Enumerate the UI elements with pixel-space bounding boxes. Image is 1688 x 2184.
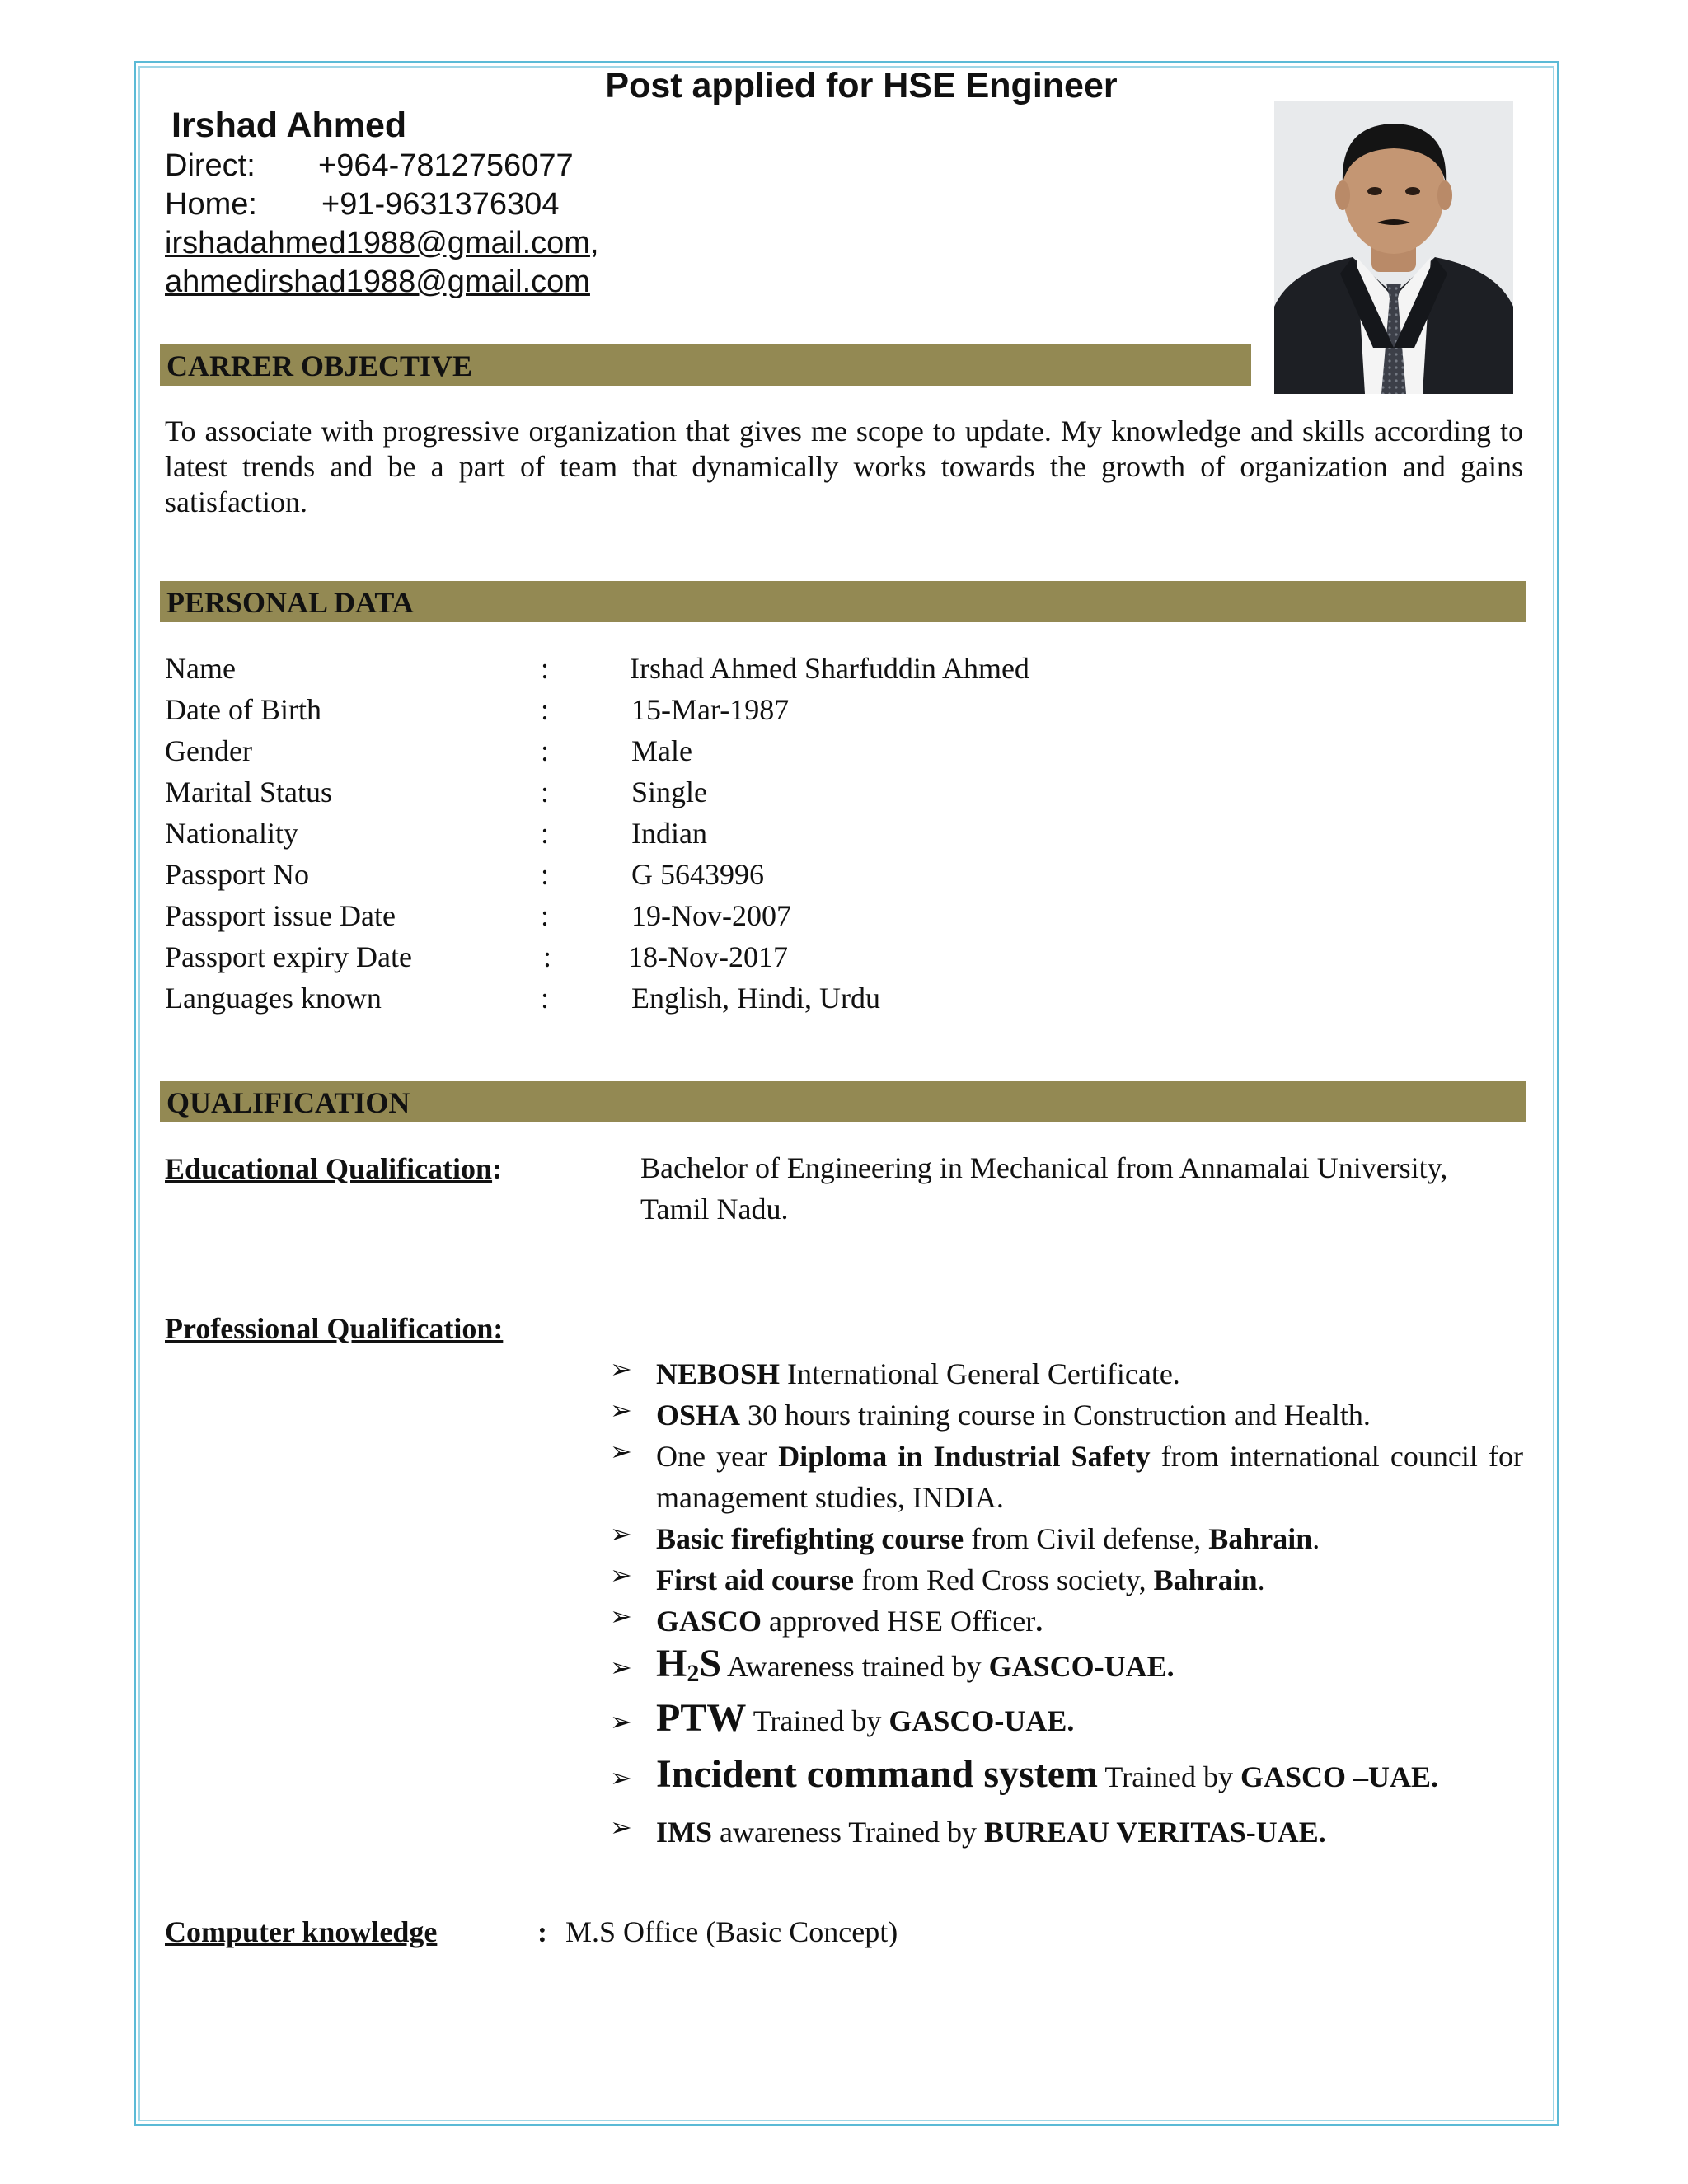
arrow-bullet-icon: ➢ xyxy=(610,1707,632,1736)
pd-label-expiry: Passport expiry Date xyxy=(165,940,412,973)
direct-value: +964-7812756077 xyxy=(318,148,574,183)
pd-value-expiry: 18-Nov-2017 xyxy=(628,940,788,973)
pd-label-gender: Gender xyxy=(165,734,252,767)
pd-value-marital: Single xyxy=(631,776,708,808)
section-header-qualification: QUALIFICATION xyxy=(160,1081,1526,1122)
section-header-personal: PERSONAL DATA xyxy=(160,581,1526,622)
pd-label-issue: Passport issue Date xyxy=(165,899,396,932)
arrow-bullet-icon: ➢ xyxy=(610,1395,632,1425)
email-line-2 xyxy=(165,265,590,300)
arrow-bullet-icon: ➢ xyxy=(610,1601,632,1631)
pd-value-nationality: Indian xyxy=(631,817,707,850)
pd-value-passport: G 5643996 xyxy=(631,858,764,891)
direct-label: Direct: xyxy=(165,148,256,183)
email-line-1: irshadahmed1988@gmail.com, xyxy=(165,226,599,260)
arrow-bullet-icon: ➢ xyxy=(610,1763,632,1793)
pd-value-issue: 19-Nov-2007 xyxy=(631,899,791,932)
pd-value-gender: Male xyxy=(631,734,692,767)
pd-label-marital: Marital Status xyxy=(165,776,332,808)
pd-label-passport: Passport No xyxy=(165,858,310,891)
pd-label-nationality: Nationality xyxy=(165,817,298,850)
email-link-2[interactable]: ahmedirshad1988@gmail.com xyxy=(165,265,590,299)
post-title: Post applied for HSE Engineer xyxy=(605,66,1118,105)
home-label: Home: xyxy=(165,187,257,222)
pd-label-languages: Languages known xyxy=(165,982,382,1015)
objective-text: To associate with progressive organization that gives me scope to update. My knowledge and skills according to latest trends and be a part of team that dynamically works towards the growth of organization and gains satisfaction. xyxy=(165,415,1523,518)
arrow-bullet-icon: ➢ xyxy=(610,1812,632,1842)
arrow-bullet-icon: ➢ xyxy=(610,1519,632,1549)
computer-knowledge-value: M.S Office (Basic Concept) xyxy=(565,1915,898,1948)
pd-value-name: Irshad Ahmed Sharfuddin Ahmed xyxy=(630,652,1029,685)
arrow-bullet-icon: ➢ xyxy=(610,1560,632,1590)
candidate-name: Irshad Ahmed xyxy=(171,105,407,145)
arrow-bullet-icon: ➢ xyxy=(610,1652,632,1682)
section-header-objective: CARRER OBJECTIVE xyxy=(160,344,1251,386)
pd-label-name: Name xyxy=(165,652,236,685)
pd-value-languages: English, Hindi, Urdu xyxy=(631,982,880,1015)
educational-qualification-value: Bachelor of Engineering in Mechanical from Annamalai University, Tamil Nadu. xyxy=(640,1151,1448,1226)
pd-label-dob: Date of Birth xyxy=(165,693,321,726)
educational-qualification-label: Educational Qualification: xyxy=(165,1152,503,1185)
direct-phone xyxy=(165,148,574,184)
pd-value-dob: 15-Mar-1987 xyxy=(631,693,790,726)
arrow-bullet-icon: ➢ xyxy=(610,1354,632,1384)
home-value: +91-9631376304 xyxy=(321,187,560,222)
professional-qualification-label: Professional Qualification: xyxy=(165,1312,504,1345)
computer-knowledge-label: Computer knowledge xyxy=(165,1915,438,1948)
email-link-1[interactable]: irshadahmed1988@gmail.com xyxy=(165,226,590,260)
home-phone xyxy=(165,187,559,223)
arrow-bullet-icon: ➢ xyxy=(610,1436,632,1466)
profile-photo xyxy=(1274,101,1513,394)
